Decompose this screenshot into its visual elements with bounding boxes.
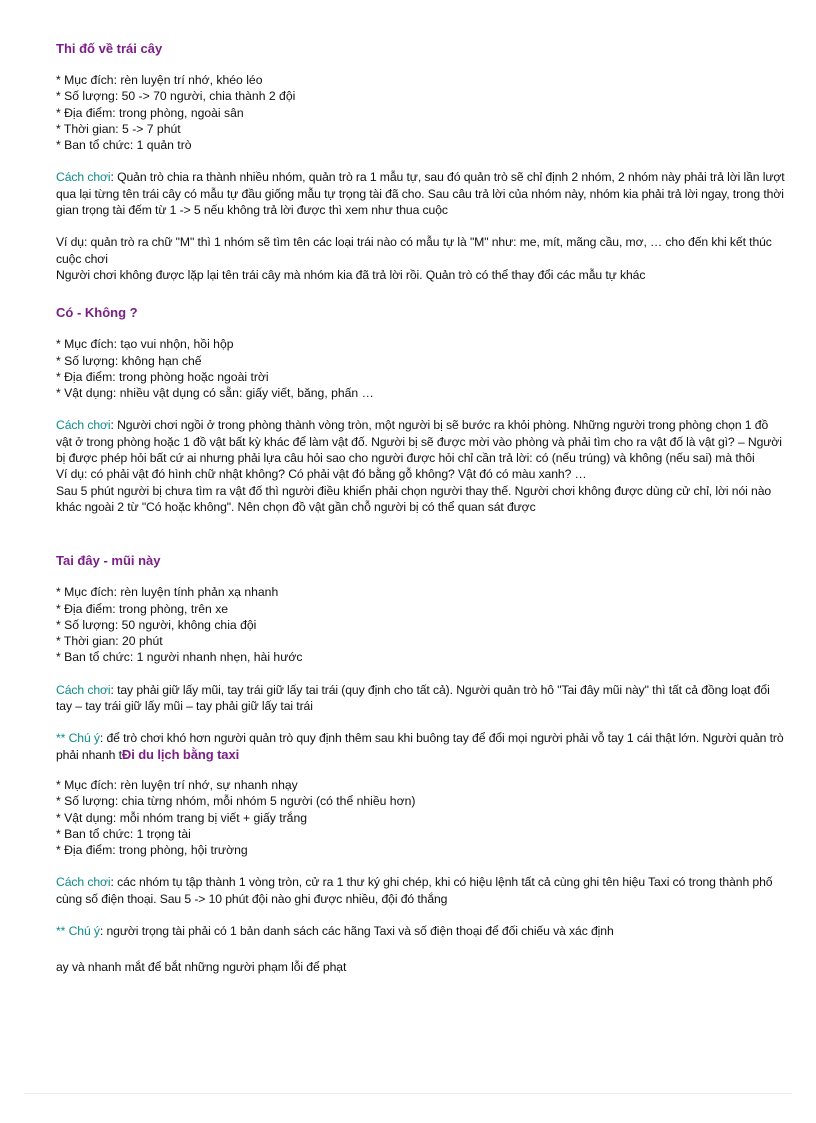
rules-text: : Quản trò chia ra thành nhiều nhóm, quản trò ra 1 mẫu tự, sau đó quản trò sẽ chỉ định 2 nhóm, 2 nhóm này phải trả lời lần lượt qua lại từng tên trái cây có mẫu tự đầu giống mẫu tự trọng tài đã cho. Sau câu trả lời của nhóm này, nhóm kia phải trả lời ngay, trong thời gian trọng tài đếm từ 1 -> 5 nếu không trả lời được thì xem như thua cuộc <box>56 170 785 218</box>
section-1-rules <box>56 169 786 218</box>
section-title-yes-no: Có - Không ? <box>56 305 138 321</box>
section-title-fruit-quiz: Thi đố về trái cây <box>56 41 163 56</box>
list-item: * Địa điểm: trong phòng, trên xe <box>56 601 229 616</box>
section-1-extra: Người chơi không được lặp lại tên trái cây mà nhóm kia đã trả lời rồi. Quản trò có thể thay đổi các mẫu tự khác <box>56 267 646 282</box>
note-text: : để trò chơi khó hơn người quản trò quy định thêm sau khi buông tay để đổi mọi người phải vỗ tay 1 cái thật lớn. Người quản trò phải nhanh t <box>56 731 784 762</box>
list-item: * Mục đích: rèn luyện trí nhớ, khéo léo <box>56 73 263 87</box>
section-3-details <box>56 584 786 665</box>
section-2-rules <box>56 417 786 466</box>
list-item: * Địa điểm: trong phòng, hội trường <box>56 843 248 858</box>
section-4-note <box>56 923 786 939</box>
section-title-ear-nose: Tai đây - mũi này <box>56 553 161 569</box>
list-item: * Số lượng: không hạn chế <box>56 353 202 368</box>
section-1-example: Ví dụ: quản trò ra chữ "M" thì 1 nhóm sẽ tìm tên các loại trái nào có mẫu tự là "M" như: me, mít, mãng cầu, mơ, … cho đến khi kết thúc cuộc chơi <box>56 235 772 266</box>
section-2-details <box>56 336 786 401</box>
rules-label: Cách chơi <box>56 170 111 185</box>
rules-label: Cách chơi <box>56 418 111 433</box>
note-label: ** Chú ý <box>56 923 100 938</box>
section-3-note <box>56 730 786 763</box>
section-3-rules <box>56 682 786 715</box>
list-item: * Ban tổ chức: 1 người nhanh nhẹn, hài hước <box>56 650 303 665</box>
list-item: * Vật dụng: mỗi nhóm trang bị viết + giấy trắng <box>56 810 308 825</box>
list-item: * Số lượng: 50 người, không chia đội <box>56 617 257 632</box>
note-label: ** Chú ý <box>56 731 100 746</box>
note-text: : người trọng tài phải có 1 bản danh sách các hãng Taxi và số điện thoại để đối chiếu và xác định <box>99 923 614 938</box>
list-item: * Mục đích: tạo vui nhộn, hồi hộp <box>56 337 234 352</box>
rules-label: Cách chơi <box>56 682 111 697</box>
trailing-text: ay và nhanh mắt để bắt những người phạm lỗi để phạt <box>56 960 347 975</box>
page-bottom-divider <box>24 1093 792 1094</box>
list-item: * Địa điểm: trong phòng hoặc ngoài trời <box>56 369 269 384</box>
list-item: * Mục đích: rèn luyện tính phản xạ nhanh <box>56 585 279 600</box>
section-1-details <box>56 72 786 153</box>
rules-label: Cách chơi <box>56 875 111 890</box>
section-4-rules <box>56 874 786 907</box>
list-item: * Thời gian: 20 phút <box>56 634 163 649</box>
list-item: * Số lượng: chia từng nhóm, mỗi nhóm 5 người (có thể nhiều hơn) <box>56 794 416 809</box>
rules-text: : Người chơi ngồi ở trong phòng thành vòng tròn, một người bị sẽ bước ra khỏi phòng. Những người trong phòng chọn 1 đồ vật ở trong phòng hoặc 1 đồ vật bất kỳ khác để làm vật đố. Người bị sẽ được mời vào phòng và phải tìm cho ra vật đố là vật gì? – Người bị được phép hỏi bất cứ ai nhưng phải lựa câu hỏi sao cho người được hỏi chỉ cần trả lời: có (nếu trúng) và không (nếu sai) mà thôi <box>56 418 782 466</box>
section-2-extra: Sau 5 phút người bị chưa tìm ra vật đố thì người điều khiển phải chọn người thay thế. Người chơi không được dùng cử chỉ, lời nói nào khác ngoài 2 từ "Có hoặc không". Nên chọn đồ vật gần chỗ người bị có thể quan sát được <box>56 483 772 514</box>
list-item: * Địa điểm: trong phòng, ngoài sân <box>56 105 244 120</box>
list-item: * Số lượng: 50 -> 70 người, chia thành 2 đội <box>56 89 296 104</box>
list-item: * Vật dụng: nhiều vật dụng có sẵn: giấy viết, băng, phấn … <box>56 386 374 401</box>
section-4-details <box>56 777 786 858</box>
list-item: * Ban tổ chức: 1 trọng tài <box>56 826 191 841</box>
rules-text: : tay phải giữ lấy mũi, tay trái giữ lấy tai trái (quy định cho tất cả). Người quản trò hô "Tai đây mũi này" thì tất cả đồng loạt đổi tay – tay trái giữ lấy mũi – tay phải giữ lấy tai trái <box>56 682 770 714</box>
section-2-example: Ví dụ: có phải vật đó hình chữ nhật không? Có phải vật đó bằng gỗ không? Vật đó có màu xanh? … <box>56 467 587 482</box>
list-item: * Mục đích: rèn luyện trí nhớ, sự nhanh nhạy <box>56 777 298 792</box>
section-title-taxi: Đi du lịch bằng taxi <box>121 746 240 762</box>
list-item: * Ban tổ chức: 1 quản trò <box>56 138 192 153</box>
document-page <box>56 36 786 976</box>
rules-text: : các nhóm tụ tập thành 1 vòng tròn, cử ra 1 thư ký ghi chép, khi có hiệu lệnh tất cả cùng ghi tên hiệu Taxi có trong thành phố cùng số điện thoại. Sau 5 -> 10 phút đội nào ghi được nhiều, đội đó thắng <box>56 875 773 906</box>
list-item: * Thời gian: 5 -> 7 phút <box>56 121 181 136</box>
